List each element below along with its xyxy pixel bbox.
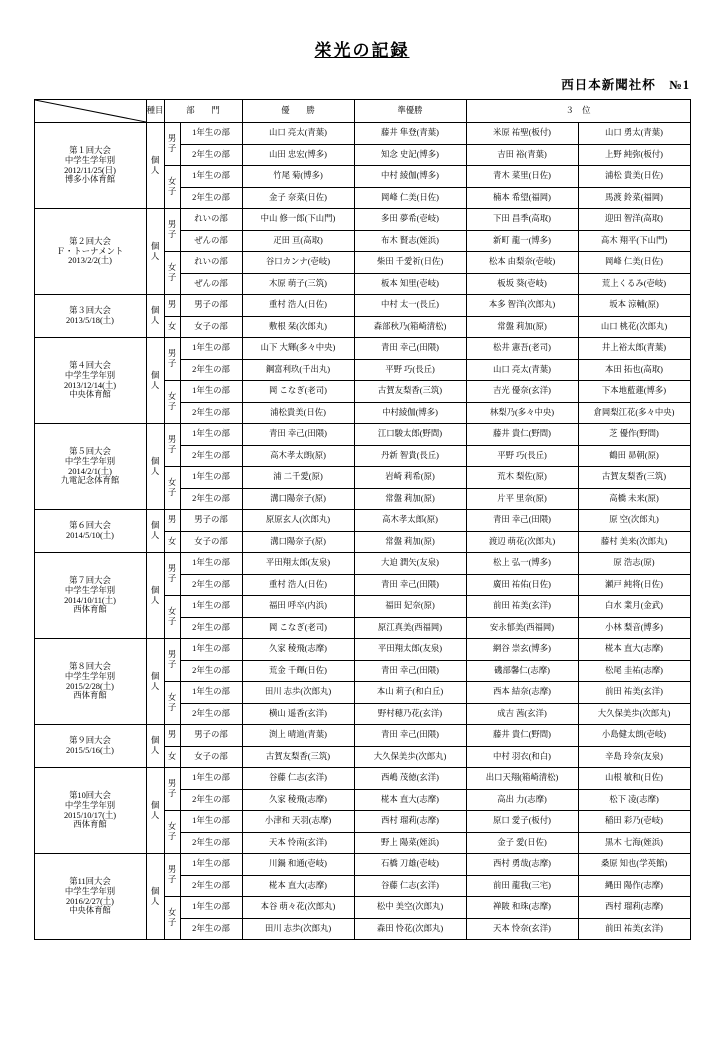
- third-b-cell: 鶴田 昴朝(原): [578, 445, 690, 467]
- first-cell: 谷口カンナ(壱岐): [242, 252, 354, 274]
- first-cell: 敷根 栞(次郎丸): [242, 316, 354, 338]
- second-cell: 松中 美空(次郎丸): [354, 897, 466, 919]
- event-line: 第４回大会: [69, 361, 111, 371]
- second-cell: 平野 巧(長丘): [354, 359, 466, 381]
- sex-cell: 男 子: [164, 123, 180, 166]
- sex-cell: 男: [164, 295, 180, 317]
- third-a-cell: 出口天翔(箱崎清松): [466, 768, 578, 790]
- second-cell: 高木孝太郎(原): [354, 510, 466, 532]
- second-cell: 岡峰 仁美(日佐): [354, 187, 466, 209]
- third-a-cell: 青木 菜里(日佐): [466, 166, 578, 188]
- second-cell: 森部秋乃(箱崎清松): [354, 316, 466, 338]
- second-cell: 野村穂乃花(玄洋): [354, 703, 466, 725]
- division-cell: 2年生の部: [180, 617, 242, 639]
- second-cell: 江口駿太郎(野間): [354, 424, 466, 446]
- header-second: 準優勝: [354, 100, 466, 123]
- sex-cell: 女: [164, 531, 180, 553]
- division-cell: 1年生の部: [180, 897, 242, 919]
- event-line: 2013/5/18(土): [66, 316, 114, 325]
- first-cell: 荒金 千輝(日佐): [242, 660, 354, 682]
- division-cell: 1年生の部: [180, 338, 242, 360]
- first-cell: 中山 修一郎(下山門): [242, 209, 354, 231]
- second-cell: 藤井 隼登(青葉): [354, 123, 466, 145]
- division-cell: 1年生の部: [180, 166, 242, 188]
- third-b-cell: 高木 翔平(下山門): [578, 230, 690, 252]
- event-line: 西体育館: [73, 820, 107, 830]
- sex-cell: 女 子: [164, 252, 180, 295]
- first-cell: 原原玄人(次郎丸): [242, 510, 354, 532]
- third-a-cell: 山口 亮太(青葉): [466, 359, 578, 381]
- first-cell: 浦松貴美(日佐): [242, 402, 354, 424]
- event-cell: [34, 295, 146, 338]
- third-b-cell: 倉岡梨江花(多々中央): [578, 402, 690, 424]
- division-cell: 2年生の部: [180, 875, 242, 897]
- event-line: 中学生学年別: [64, 800, 116, 810]
- event-line: 九電記念体育館: [60, 476, 120, 486]
- third-a-cell: 下田 昌季(高取): [466, 209, 578, 231]
- second-cell: 多田 夢希(壱岐): [354, 209, 466, 231]
- event-line: 第７回大会: [69, 576, 111, 586]
- event-line: 中学生学年別: [64, 671, 116, 681]
- first-cell: 高木孝太朗(原): [242, 445, 354, 467]
- sponsor-label: 西日本新聞社杯 №1: [561, 78, 690, 92]
- third-a-cell: 新町 龍一(博多): [466, 230, 578, 252]
- third-b-cell: 稲田 彩乃(壱岐): [578, 811, 690, 833]
- kind-cell: 個 人: [146, 639, 164, 725]
- sex-cell: 男 子: [164, 768, 180, 811]
- sex-cell: 女 子: [164, 467, 180, 510]
- first-cell: 福田 呼卒(内浜): [242, 596, 354, 618]
- second-cell: 青田 幸己(田隈): [354, 338, 466, 360]
- first-cell: 川鍋 和通(壱岐): [242, 854, 354, 876]
- event-cell: [34, 209, 146, 295]
- second-cell: 柴田 千愛祈(日佐): [354, 252, 466, 274]
- first-cell: 渕上 晴道(青葉): [242, 725, 354, 747]
- table-row: [34, 424, 690, 446]
- third-b-cell: 本田 拓也(高取): [578, 359, 690, 381]
- first-cell: 岡 こなぎ(老司): [242, 617, 354, 639]
- third-a-cell: 林梨乃(多々中央): [466, 402, 578, 424]
- first-cell: 谷藤 仁志(玄洋): [242, 768, 354, 790]
- second-cell: 知念 史記(博多): [354, 144, 466, 166]
- third-a-cell: 西本 結奈(志摩): [466, 682, 578, 704]
- sex-cell: 女 子: [164, 596, 180, 639]
- table-row: [34, 295, 690, 317]
- first-cell: 久家 稜飛(志摩): [242, 789, 354, 811]
- table-header: [34, 100, 690, 123]
- first-cell: 岡 こなぎ(老司): [242, 381, 354, 403]
- third-a-cell: 前田 龍我(三宅): [466, 875, 578, 897]
- division-cell: 1年生の部: [180, 768, 242, 790]
- table-row: [34, 768, 690, 790]
- sex-cell: 男 子: [164, 424, 180, 467]
- third-b-cell: 小林 梨音(博多): [578, 617, 690, 639]
- third-a-cell: 西村 勇哉(志摩): [466, 854, 578, 876]
- third-a-cell: 中村 羽衣(和白): [466, 746, 578, 768]
- third-a-cell: 平野 巧(長丘): [466, 445, 578, 467]
- second-cell: 古賀友梨香(三筑): [354, 381, 466, 403]
- first-cell: 溝口陽奈子(原): [242, 531, 354, 553]
- division-cell: 2年生の部: [180, 402, 242, 424]
- division-cell: 1年生の部: [180, 123, 242, 145]
- event-line: 第10回大会: [69, 791, 111, 801]
- third-b-cell: 井上裕太郎(青葉): [578, 338, 690, 360]
- event-cell: [34, 510, 146, 553]
- division-cell: 1年生の部: [180, 381, 242, 403]
- event-cell: [34, 854, 146, 940]
- second-cell: 青田 幸己(田隈): [354, 725, 466, 747]
- third-b-cell: 松下 凌(志摩): [578, 789, 690, 811]
- first-cell: 山下 大輝(多々中央): [242, 338, 354, 360]
- kind-cell: 個 人: [146, 510, 164, 553]
- table-row: [34, 209, 690, 231]
- third-a-cell: 廣田 祐佑(日佐): [466, 574, 578, 596]
- second-cell: 常盤 莉加(原): [354, 488, 466, 510]
- event-line: 西体育館: [73, 605, 107, 615]
- event-cell: [34, 338, 146, 424]
- third-a-cell: 天本 怜奈(玄洋): [466, 918, 578, 940]
- header-first: 優 勝: [242, 100, 354, 123]
- kind-cell: 個 人: [146, 295, 164, 338]
- division-cell: 男子の部: [180, 510, 242, 532]
- third-a-cell: 本多 智洋(次郎丸): [466, 295, 578, 317]
- event-line: 第５回大会: [69, 447, 111, 457]
- division-cell: 2年生の部: [180, 359, 242, 381]
- first-cell: 田川 志歩(次郎丸): [242, 918, 354, 940]
- third-b-cell: 山口 勇太(青葉): [578, 123, 690, 145]
- third-b-cell: 迎田 智洋(高取): [578, 209, 690, 231]
- kind-cell: 個 人: [146, 854, 164, 940]
- second-cell: 大迫 潤矢(友泉): [354, 553, 466, 575]
- division-cell: 1年生の部: [180, 424, 242, 446]
- third-a-cell: 松本 由梨奈(壱岐): [466, 252, 578, 274]
- second-cell: 森田 怜花(次郎丸): [354, 918, 466, 940]
- event-line: 第11回大会: [69, 877, 111, 887]
- event-line: 博多小体育館: [64, 175, 116, 185]
- kind-cell: 個 人: [146, 768, 164, 854]
- first-cell: 平田翔太郎(友泉): [242, 553, 354, 575]
- second-cell: 丹新 智貴(長丘): [354, 445, 466, 467]
- event-cell: [34, 553, 146, 639]
- division-cell: 女子の部: [180, 531, 242, 553]
- third-a-cell: 成吉 茜(玄洋): [466, 703, 578, 725]
- kind-cell: 個 人: [146, 338, 164, 424]
- third-b-cell: 荒上くるみ(壱岐): [578, 273, 690, 295]
- sex-cell: 男 子: [164, 338, 180, 381]
- event-line: 中学生学年別: [64, 585, 116, 595]
- event-cell: [34, 639, 146, 725]
- third-b-cell: 藤村 美来(次郎丸): [578, 531, 690, 553]
- event-line: 第６回大会: [69, 521, 111, 531]
- third-b-cell: 松尾 圭祐(志摩): [578, 660, 690, 682]
- page-title: 栄光の記録: [314, 41, 410, 60]
- event-line: 2015/5/16(土): [66, 746, 114, 755]
- second-cell: 常盤 莉加(原): [354, 531, 466, 553]
- first-cell: 本谷 萌々花(次郎丸): [242, 897, 354, 919]
- table-row: [34, 338, 690, 360]
- event-cell: [34, 123, 146, 209]
- event-line: 中学生学年別: [64, 456, 116, 466]
- third-b-cell: 原 浩志(原): [578, 553, 690, 575]
- third-b-cell: 辛島 玲奈(友泉): [578, 746, 690, 768]
- event-line: 第１回大会: [69, 146, 111, 156]
- division-cell: 2年生の部: [180, 832, 242, 854]
- division-cell: 2年生の部: [180, 144, 242, 166]
- event-line: 中学生学年別: [64, 886, 116, 896]
- event-cell: [34, 768, 146, 854]
- kind-cell: 個 人: [146, 553, 164, 639]
- division-cell: 1年生の部: [180, 467, 242, 489]
- third-b-cell: 前田 祐美(玄洋): [578, 682, 690, 704]
- third-a-cell: 板坂 葵(壱岐): [466, 273, 578, 295]
- division-cell: 1年生の部: [180, 596, 242, 618]
- second-cell: 青田 幸己(田隈): [354, 660, 466, 682]
- first-cell: 鋼富利玖(千出丸): [242, 359, 354, 381]
- first-cell: 重村 浩人(日佐): [242, 574, 354, 596]
- division-cell: 1年生の部: [180, 553, 242, 575]
- division-cell: 1年生の部: [180, 854, 242, 876]
- second-cell: 中村綾伽(博多): [354, 402, 466, 424]
- third-b-cell: 岡峰 仁美(日佐): [578, 252, 690, 274]
- division-cell: ぜんの部: [180, 273, 242, 295]
- first-cell: 椛本 直大(志摩): [242, 875, 354, 897]
- third-b-cell: 桑原 知也(学英館): [578, 854, 690, 876]
- third-a-cell: 前田 祐美(玄洋): [466, 596, 578, 618]
- third-a-cell: 松上 弘一(博多): [466, 553, 578, 575]
- sex-cell: 男 子: [164, 209, 180, 252]
- event-line: 2014/5/10(土): [66, 531, 114, 540]
- division-cell: 女子の部: [180, 316, 242, 338]
- event-line: 2015/2/28(土): [66, 681, 114, 691]
- third-a-cell: 安永郁美(西福岡): [466, 617, 578, 639]
- header-division: 部 門: [164, 100, 242, 123]
- second-cell: 本山 莉子(和白丘): [354, 682, 466, 704]
- division-cell: 男子の部: [180, 725, 242, 747]
- first-cell: 青田 幸己(田隈): [242, 424, 354, 446]
- second-cell: 平田翔太郎(友泉): [354, 639, 466, 661]
- third-a-cell: 網谷 崇玄(博多): [466, 639, 578, 661]
- event-line: 中央体育館: [69, 390, 111, 400]
- second-cell: 岩崎 莉希(原): [354, 467, 466, 489]
- sex-cell: 男 子: [164, 639, 180, 682]
- division-cell: 2年生の部: [180, 574, 242, 596]
- division-cell: 2年生の部: [180, 488, 242, 510]
- second-cell: 福田 妃奈(原): [354, 596, 466, 618]
- third-b-cell: 白水 業月(金武): [578, 596, 690, 618]
- header-corner: [34, 100, 146, 123]
- third-b-cell: 山根 敏和(日佐): [578, 768, 690, 790]
- sex-cell: 女: [164, 316, 180, 338]
- first-cell: 浦 二千愛(原): [242, 467, 354, 489]
- sex-cell: 女 子: [164, 166, 180, 209]
- second-cell: 石橋 刀雄(壱岐): [354, 854, 466, 876]
- event-line: 2013/12/14(土): [63, 380, 117, 390]
- event-line: 西体育館: [73, 691, 107, 701]
- second-cell: 谷藤 仁志(玄洋): [354, 875, 466, 897]
- third-b-cell: 黒木 七海(姪浜): [578, 832, 690, 854]
- division-cell: 2年生の部: [180, 187, 242, 209]
- table-row: [34, 510, 690, 532]
- sex-cell: 女 子: [164, 682, 180, 725]
- second-cell: 布木 賢志(姪浜): [354, 230, 466, 252]
- second-cell: 大久保美歩(次郎丸): [354, 746, 466, 768]
- third-b-cell: 古賀友梨香(三筑): [578, 467, 690, 489]
- kind-cell: 個 人: [146, 123, 164, 209]
- event-line: 2014/10/11(土): [64, 595, 116, 605]
- event-line: 2014/2/1(土): [68, 466, 112, 476]
- sex-cell: 女: [164, 746, 180, 768]
- division-cell: れいの部: [180, 252, 242, 274]
- event-line: 第２回大会: [69, 237, 111, 247]
- third-a-cell: 吉光 優奈(玄洋): [466, 381, 578, 403]
- division-cell: ぜんの部: [180, 230, 242, 252]
- sex-cell: 男 子: [164, 553, 180, 596]
- third-a-cell: 荒木 梨佐(原): [466, 467, 578, 489]
- second-cell: 椛本 直大(志摩): [354, 789, 466, 811]
- first-cell: 重村 浩人(日佐): [242, 295, 354, 317]
- third-b-cell: 小島健太朗(壱岐): [578, 725, 690, 747]
- kind-cell: 個 人: [146, 725, 164, 768]
- third-b-cell: 芝 優作(野間): [578, 424, 690, 446]
- division-cell: 1年生の部: [180, 639, 242, 661]
- document-page: [0, 36, 724, 1060]
- records-table: [34, 99, 691, 940]
- third-a-cell: 原口 愛子(板付): [466, 811, 578, 833]
- third-a-cell: 金子 愛(日佐): [466, 832, 578, 854]
- third-a-cell: 米原 祐聖(板付): [466, 123, 578, 145]
- event-line: 第３回大会: [69, 306, 111, 316]
- third-b-cell: 前田 祐美(玄洋): [578, 918, 690, 940]
- division-cell: 男子の部: [180, 295, 242, 317]
- table-row: [34, 639, 690, 661]
- first-cell: 金子 奈菜(日佐): [242, 187, 354, 209]
- event-line: 2012/11/25(日): [64, 165, 116, 175]
- diagonal-line-icon: [35, 100, 146, 122]
- first-cell: 田川 志歩(次郎丸): [242, 682, 354, 704]
- second-cell: 板本 知里(壱岐): [354, 273, 466, 295]
- kind-cell: 個 人: [146, 424, 164, 510]
- third-b-cell: 山口 桃花(次郎丸): [578, 316, 690, 338]
- third-a-cell: 青田 幸己(田隈): [466, 510, 578, 532]
- event-line: 中学生学年別: [64, 155, 116, 165]
- second-cell: 原江真美(西福岡): [354, 617, 466, 639]
- division-cell: 1年生の部: [180, 811, 242, 833]
- third-b-cell: 高橋 未来(原): [578, 488, 690, 510]
- event-cell: [34, 424, 146, 510]
- third-a-cell: 常盤 莉加(原): [466, 316, 578, 338]
- sex-cell: 男: [164, 725, 180, 747]
- third-a-cell: 楠本 希望(福岡): [466, 187, 578, 209]
- third-a-cell: 吉田 裕(青葉): [466, 144, 578, 166]
- third-b-cell: 下本地藍蓮(博多): [578, 381, 690, 403]
- first-cell: 横山 遥香(玄洋): [242, 703, 354, 725]
- division-cell: 2年生の部: [180, 660, 242, 682]
- event-line: 中央体育館: [69, 906, 111, 916]
- first-cell: 天本 怜南(玄洋): [242, 832, 354, 854]
- second-cell: 西嶋 茂徳(玄洋): [354, 768, 466, 790]
- second-cell: 中村 綾伽(博多): [354, 166, 466, 188]
- second-cell: 西村 瑠莉(志摩): [354, 811, 466, 833]
- third-a-cell: 磯部馨仁(志摩): [466, 660, 578, 682]
- event-line: 第８回大会: [69, 662, 111, 672]
- first-cell: 溝口陽奈子(原): [242, 488, 354, 510]
- first-cell: 山田 忠宏(博多): [242, 144, 354, 166]
- division-cell: 2年生の部: [180, 789, 242, 811]
- header-kind: 種目: [146, 100, 164, 123]
- third-a-cell: 高出 力(志摩): [466, 789, 578, 811]
- division-cell: 1年生の部: [180, 682, 242, 704]
- third-a-cell: 渡辺 萌花(次郎丸): [466, 531, 578, 553]
- third-a-cell: 片平 里奈(原): [466, 488, 578, 510]
- sex-cell: 男: [164, 510, 180, 532]
- division-cell: 2年生の部: [180, 445, 242, 467]
- first-cell: 竹尾 菊(博多): [242, 166, 354, 188]
- third-a-cell: 禅陂 和珠(志摩): [466, 897, 578, 919]
- event-cell: [34, 725, 146, 768]
- third-b-cell: 馬渡 鈴菜(福岡): [578, 187, 690, 209]
- third-b-cell: 大久保美歩(次郎丸): [578, 703, 690, 725]
- first-cell: 小津和 天羽(志摩): [242, 811, 354, 833]
- table-row: [34, 123, 690, 145]
- table-row: [34, 725, 690, 747]
- event-line: 第９回大会: [69, 736, 111, 746]
- sex-cell: 男 子: [164, 854, 180, 897]
- third-a-cell: 松井 憲吾(老司): [466, 338, 578, 360]
- sex-cell: 女 子: [164, 381, 180, 424]
- table-row: [34, 854, 690, 876]
- sex-cell: 女 子: [164, 811, 180, 854]
- table-body: [34, 123, 690, 940]
- first-cell: 疋田 亘(高取): [242, 230, 354, 252]
- third-b-cell: 椛本 直大(志摩): [578, 639, 690, 661]
- third-a-cell: 藤井 貴仁(野間): [466, 424, 578, 446]
- second-cell: 青田 幸己(田隈): [354, 574, 466, 596]
- third-b-cell: 浦松 貴美(日佐): [578, 166, 690, 188]
- third-b-cell: 上野 純弥(板付): [578, 144, 690, 166]
- first-cell: 久家 稜飛(志摩): [242, 639, 354, 661]
- first-cell: 古賀友梨香(三筑): [242, 746, 354, 768]
- header-third: ３ 位: [466, 100, 690, 123]
- third-b-cell: 縄田 陽作(志摩): [578, 875, 690, 897]
- division-cell: 2年生の部: [180, 703, 242, 725]
- third-a-cell: 藤井 貴仁(野間): [466, 725, 578, 747]
- second-cell: 中村 太一(長丘): [354, 295, 466, 317]
- second-cell: 野上 陽菜(姪浜): [354, 832, 466, 854]
- event-line: 2016/2/27(土): [66, 896, 114, 906]
- division-cell: 2年生の部: [180, 918, 242, 940]
- sex-cell: 女 子: [164, 897, 180, 940]
- event-line: 2015/10/17(土): [63, 810, 117, 820]
- first-cell: 木原 萌子(三筑): [242, 273, 354, 295]
- third-b-cell: 瀬戸 純将(日佐): [578, 574, 690, 596]
- first-cell: 山口 亮太(青葉): [242, 123, 354, 145]
- event-line: 2013/2/2(土): [68, 256, 112, 266]
- third-b-cell: 坂本 涼輔(原): [578, 295, 690, 317]
- table-row: [34, 553, 690, 575]
- event-line: 中学生学年別: [64, 370, 116, 380]
- event-line: Ｆ・トーナメント: [56, 246, 124, 256]
- division-cell: 女子の部: [180, 746, 242, 768]
- third-b-cell: 原 空(次郎丸): [578, 510, 690, 532]
- division-cell: れいの部: [180, 209, 242, 231]
- kind-cell: 個 人: [146, 209, 164, 295]
- third-b-cell: 西村 瑠莉(志摩): [578, 897, 690, 919]
